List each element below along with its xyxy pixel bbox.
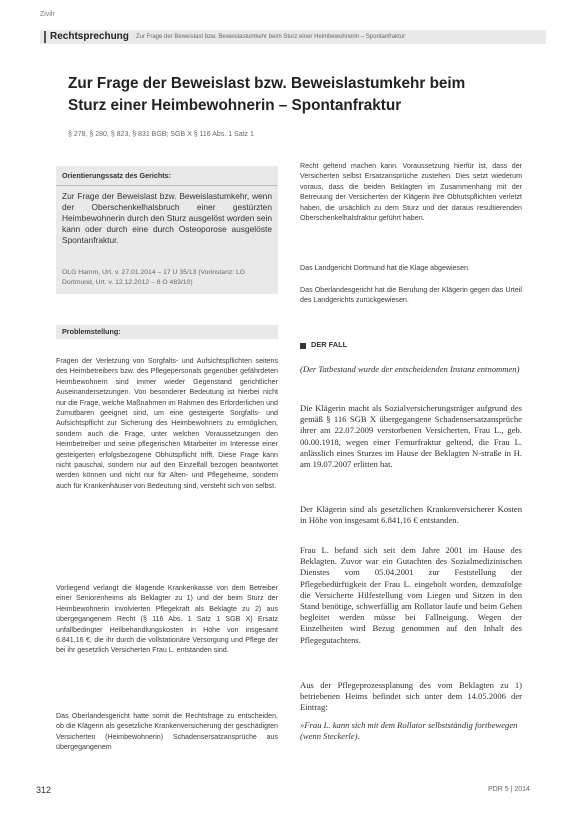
fall-para-2: Der Klägerin sind als gesetzlichen Krankenversicherer Kosten in Höhe von insgesamt 6.841,16 € entstanden. xyxy=(300,504,522,526)
lg-para: Das Landgericht Dortmund hat die Klage abgewiesen. xyxy=(300,264,470,272)
fall-note: (Der Tatbestand wurde der entscheidenden Instanz entnommen) xyxy=(300,364,520,374)
olg-para: Das Oberlandesgericht hat die Berufung der Klägerin gegen das Urteil des Landgerichts zurückgewiesen. xyxy=(300,286,522,305)
intro-para: Recht geltend machen kann. Voraussetzung hierfür ist, dass der Versicherten selbst Ersatzansprüche zustehen. Dies setzt wiederum voraus, dass die beiden Beklagten im Zusammenhang mit der Betreuung der Versicherten der Klägerin ihre Obhutspflichten verletzt haben, die ursächlich zu dem Sturz und der daraus resultierenden Oberschenkelhalsfraktur geführt haben. xyxy=(300,162,522,223)
court-citation: OLG Hamm, Urt. v. 27.01.2014 – 17 U 35/13 (Vorinstanz: LG Dortmund, Urt. v. 12.12.2012 – 8 O 483/10) xyxy=(62,269,246,286)
fall-quote: »Frau L. kann sich mit dem Rollator selbstständig fortbewegen (wenn Steckerle). xyxy=(300,720,518,742)
header-bar xyxy=(40,30,546,44)
square-bullet-icon xyxy=(300,343,306,349)
title-line-2: Sturz einer Heimbewohnerin – Spontanfraktur xyxy=(68,97,402,114)
fall-para-1: Die Klägerin macht als Sozialversicherungsträger aufgrund des gemäß § 116 SGB X übergegangene Schadensersatzansprüche ihrer am 22.07.2009 verstorbenen Versicherten, Frau L., geb. 00.00.1918, wegen einer Femurfraktur geltend, die Frau L. anlässlich eines Sturzes im Hause der Beklagten N-straße in H. am 19.07.2007 erlitten hat. xyxy=(300,403,522,470)
fall-para-3: Frau L. befand sich seit dem Jahre 2001 im Hause des Beklagten. Zuvor war ein Gutachten des Sozialmedizinischen Dienstes vom 05.04.2001 zur Feststellung der Pflegebedürftigkeit der Frau L. eingeholt worden, demzufolge die Versicherte Hilfestellung vom Liegen und Sitzen in den Stand benötige, schwerfällig am Rollator laufe und beim Gehen begleitet werden müsse bei Fallneigung. Wegen der Einzelheiten wird Bezug genommen auf den Inhalt des Pflegegutachtens. xyxy=(300,545,522,645)
problemstellung-para-1: Fragen der Verletzung von Sorgfalts- und Aufsichtspflichten seitens des Heimbetreibers bzw. des Pflegepersonals gegenüber gefährdeten Heimbewohnern sind immer wieder Gegenstand gerichtlicher Auseinandersetzungen. Von besonderer Bedeutung ist hierbei nicht nur die Frage, welche Maßnahmen im Rahmen des Erforderlichen und Zumutbaren geeignet sind, um eine gesteigerte Sorgfalts- und Aufsichtspflicht zur Sicherung des Heimbewohners zu ermöglichen, sondern auch die Frage, unter welchen Voraussetzungen den Heimbetreiber und seine pflegerischen Mitarbeiter im Interesse einer gesteigerten erfolgsbezogene Obhutspflicht trifft. Diese Frage kann nicht pauschal, sondern nur auf den Einzelfall bezogen beantwortet werden können und nicht nur für Alten- und Pflegeheime, sondern auch für Krankenhäuser von Bedeutung sind, versteht sich von selbst. xyxy=(56,357,278,490)
orientierungssatz-heading: Orientierungssatz des Gerichts: xyxy=(62,171,172,180)
orientierungssatz-text: Zur Frage der Beweislast bzw. Beweislastumkehr, wenn der Oberschenkelhalsbruch einer gestürzten Heimbewohnerin durch den Sturz ausgelöst worden sein kann oder durch eine durch Osteoporose ausgelöste Spontanfraktur. xyxy=(62,191,272,245)
divider xyxy=(56,185,278,186)
fall-para-4: Aus der Pflegeprozessplanung des vom Beklagten zu 1) betriebenen Heims befindet sich unter dem 14.05.2006 der Eintrag: xyxy=(300,680,522,713)
top-tag: Zivilr xyxy=(40,11,55,18)
problemstellung-para-3: Das Oberlandesgericht hatte somit die Rechtsfrage zu entscheiden, ob die Klägerin als gesetzliche Krankenversicherung der geschädigten Versicherten (Heimbewohnerin) Schadensersatzansprüche aus übergegangenem xyxy=(56,712,278,752)
page-number: 312 xyxy=(36,785,52,795)
article-title xyxy=(68,73,465,117)
fall-heading: DER FALL xyxy=(311,340,348,349)
section-subtitle: Zur Frage der Beweislast bzw. Beweislastumkehr beim Sturz einer Heimbewohnerin – Spontanfraktur xyxy=(136,34,406,40)
problemstellung-para-2: Vorliegend verlangt die klagende Krankenkasse von dem Betreiber einer Seniorenheims als Beklagter zu 1) und der beim Sturz der Heimbewohnerin involvierten Pflegekraft als Beklagte zu 2) aus übergegangenem Recht (§ 116 Abs. 1 Satz 1 SGB X) Ersatz unfallbedingter Heilbehandlungskosten in Höhe von insgesamt 6.841,16 €, die ihr durch die vollstationäre Versorgung und Pflege der bei ihr gesetzlich Versicherten Frau L. entstanden sind. xyxy=(56,584,278,655)
journal-footer: PDR 5 | 2014 xyxy=(488,786,530,793)
header-marker xyxy=(44,31,46,43)
problemstellung-heading: Problemstellung: xyxy=(62,327,121,336)
problemstellung-bar xyxy=(56,325,278,339)
title-line-1: Zur Frage der Beweislast bzw. Beweislastumkehr beim xyxy=(68,75,466,92)
norms: § 278, § 280, § 823, § 831 BGB; SGB X § 116 Abs. 1 Satz 1 xyxy=(68,131,254,138)
orientierungssatz-box xyxy=(56,166,278,294)
fall-heading-row xyxy=(300,340,522,352)
section-label: Rechtsprechung xyxy=(50,31,129,42)
